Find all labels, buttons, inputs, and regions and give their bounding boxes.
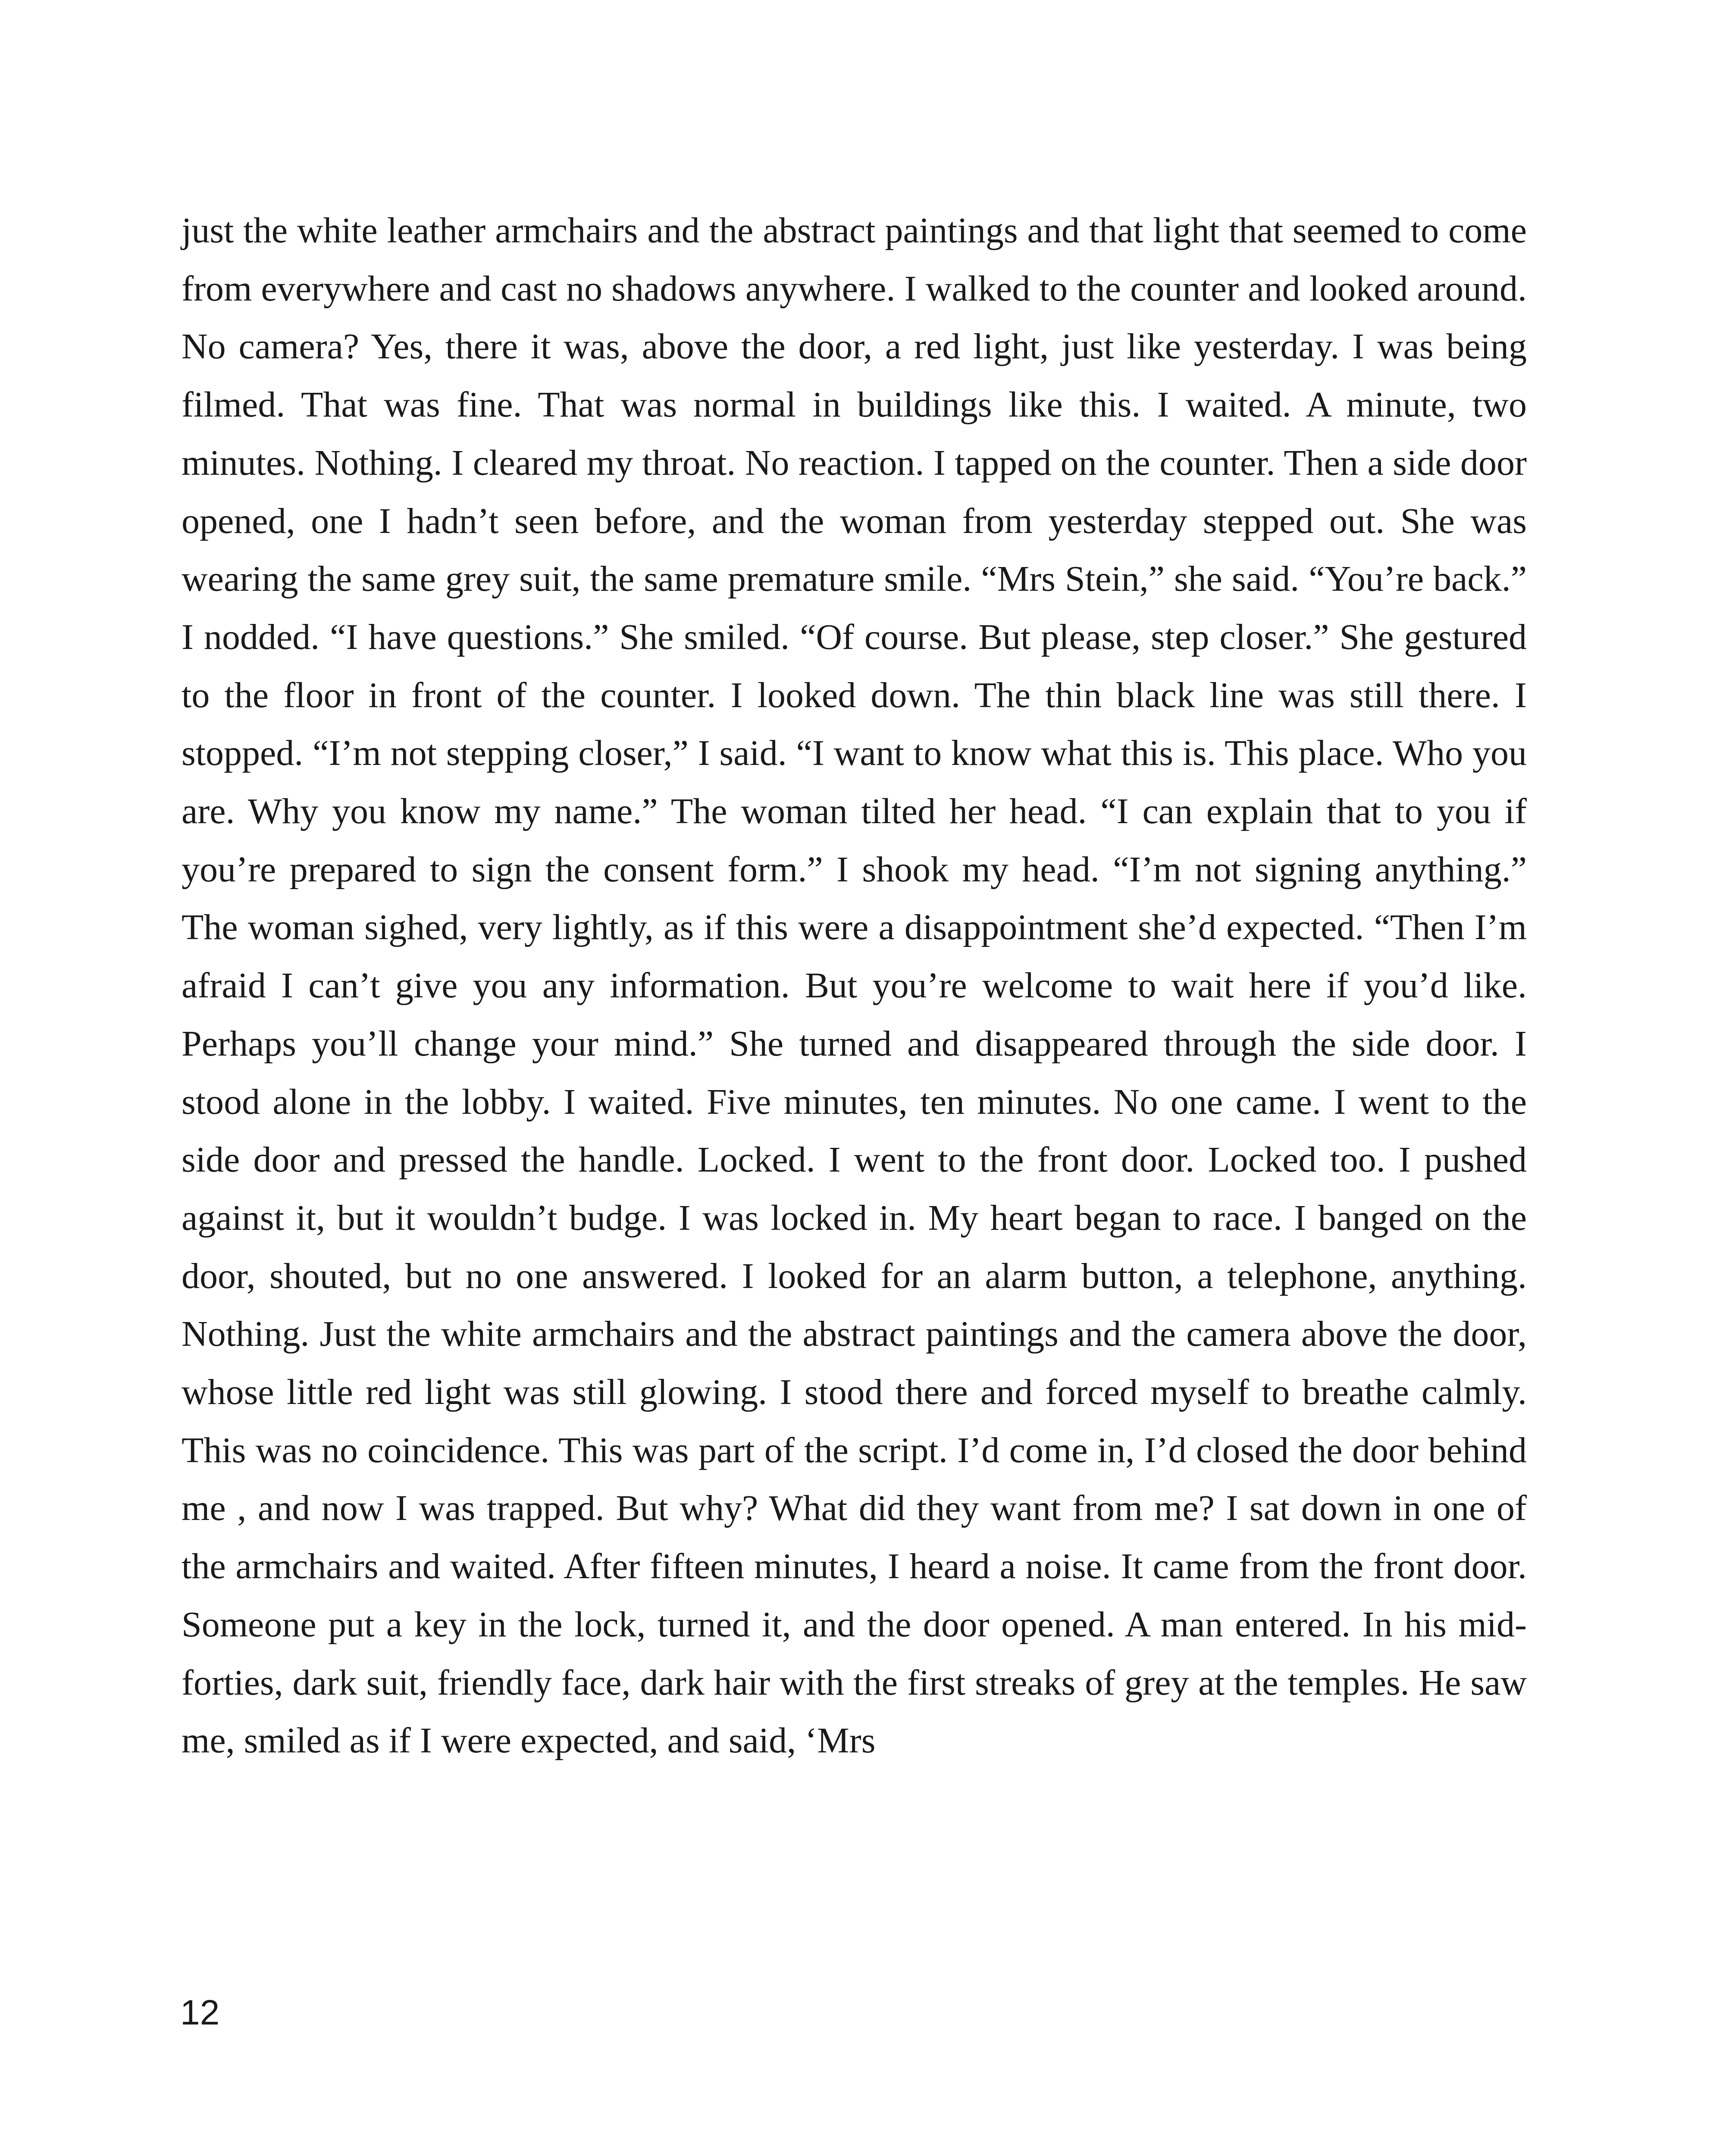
page-number: 12 xyxy=(180,1993,220,2032)
body-paragraph: just the white leather armchairs and the abstract paintings and that light that seemed to come from everywhere and cast no shadows anywhere. I walked to the counter and looked around. No camera? Yes, there it was, above the door, a red light, just like yesterday. I was being filmed. That was fine. That was normal in buildings like this. I waited. A minute, two minutes. Nothing. I cleared my throat. No reaction. I tapped on the counter. Then a side door opened, one I hadn’t seen before, and the woman from yesterday stepped out. She was wearing the same grey suit, the same premature smile. “Mrs Stein,” she said. “You’re back.” I nodded. “I have questions.” She smiled. “Of course. But please, step closer.” She gestured to the floor in front of the counter. I looked down. The thin black line was still there. I stopped. “I’m not stepping closer,” I said. “I want to know what this is. This place. Who you are. Why you know my name.” The woman tilted her head. “I can explain that to you if you’re prepared to sign the consent form.” I shook my head. “I’m not signing anything.” The woman sighed, very lightly, as if this were a disappointment she’d expected. “Then I’m afraid I can’t give you any information. But you’re welcome to wait here if you’d like. Perhaps you’ll change your mind.” She turned and disappeared through the side door. I stood alone in the lobby. I waited. Five minutes, ten minutes. No one came. I went to the side door and pressed the handle. Locked. I went to the front door. Locked too. I pushed against it, but it wouldn’t budge. I was locked in. My heart began to race. I banged on the door, shouted, but no one answered. I looked for an alarm button, a telephone, anything. Nothing. Just the white armchairs and the abstract paintings and the camera above the door, whose little red light was still glowing. I stood there and forced myself to breathe calmly. This was no coincidence. This was part of the script. I’d come in, I’d closed the door behind me , and now I was trapped. But why? What did they want from me? I sat down in one of the armchairs and waited. After fifteen minutes, I heard a noise. It came from the front door. Someone put a key in the lock, turned it, and the door opened. A man entered. In his mid-forties, dark suit, friendly face, dark hair with the first streaks of grey at the temples. He saw me, smiled as if I were expected, and said, ‘Mrs xyxy=(182,210,1527,1761)
